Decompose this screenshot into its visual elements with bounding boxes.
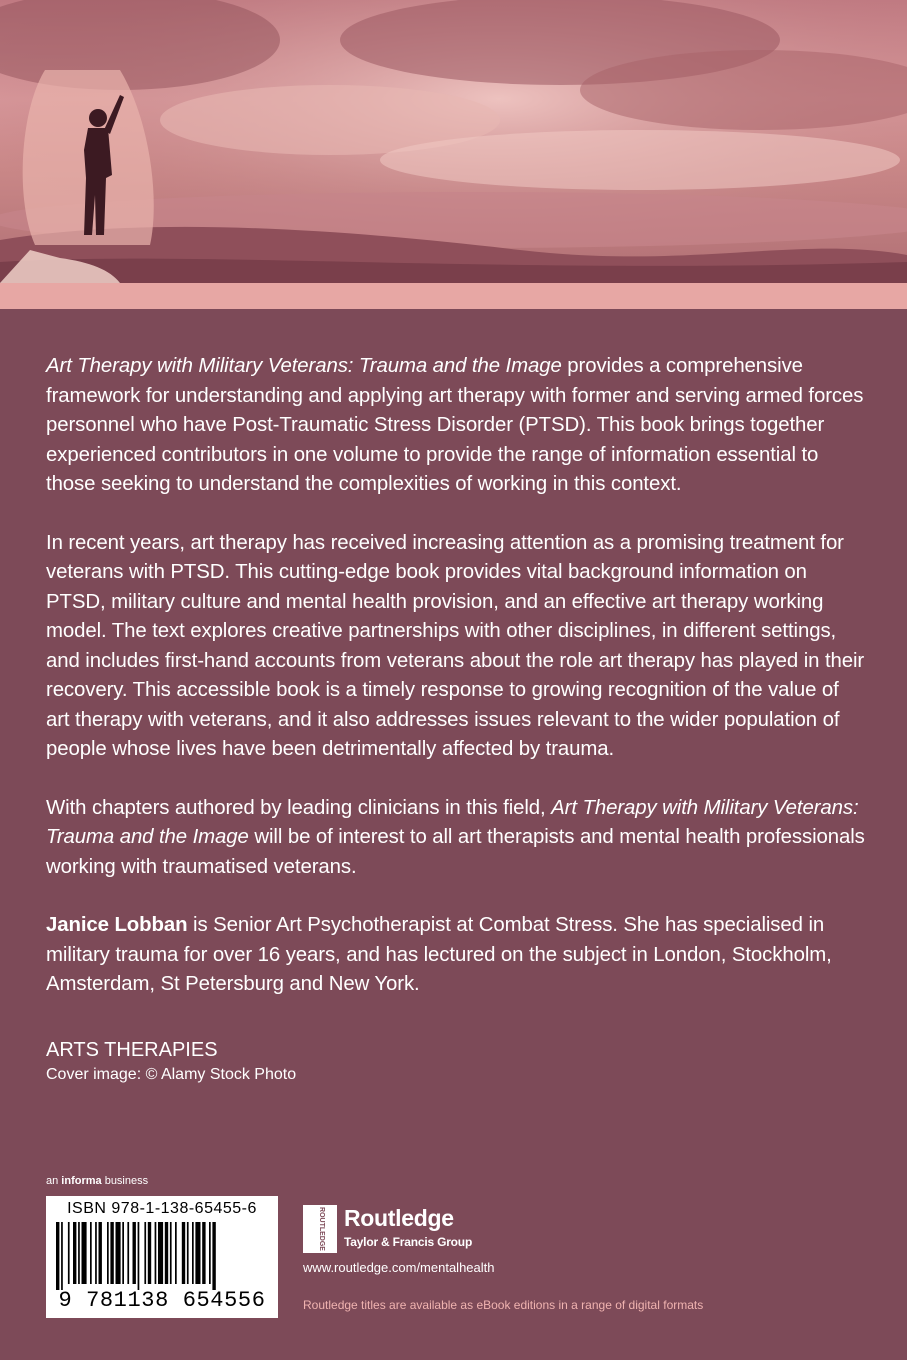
informa-suffix: business bbox=[101, 1175, 149, 1187]
barcode-bar bbox=[158, 1222, 163, 1284]
barcode-bar bbox=[209, 1222, 211, 1284]
barcode-bar bbox=[195, 1222, 200, 1284]
barcode-bar bbox=[82, 1222, 87, 1284]
series-name: ARTS THERAPIES bbox=[46, 1039, 218, 1061]
barcode-bar bbox=[212, 1222, 215, 1290]
description-paragraph-3 bbox=[46, 794, 866, 883]
painting-illustration bbox=[0, 0, 907, 283]
description-text: will be of interest to all art therapists and mental health professionals working with traumatised veterans. bbox=[46, 826, 865, 878]
barcode-bar bbox=[116, 1222, 121, 1284]
barcode-bar bbox=[155, 1222, 157, 1284]
book-title-italic: Art Therapy with Military Veterans: Trauma and the Image bbox=[46, 355, 562, 377]
isbn-barcode bbox=[46, 1196, 278, 1318]
publisher-group: Taylor & Francis Group bbox=[344, 1235, 473, 1249]
author-bio bbox=[46, 911, 866, 1000]
barcode-bar bbox=[56, 1222, 59, 1290]
barcode-digits: 9 781138 654556 bbox=[58, 1288, 266, 1313]
routledge-logo-text: ROUTLEDGE bbox=[318, 1207, 325, 1251]
description-text: With chapters authored by leading clinicians in this field, bbox=[46, 796, 552, 819]
barcode-bar bbox=[95, 1222, 97, 1284]
barcode-bar bbox=[187, 1222, 189, 1284]
barcode-bars-icon bbox=[56, 1222, 268, 1290]
barcode-bar bbox=[90, 1222, 92, 1284]
back-cover-blurb bbox=[46, 352, 866, 1029]
publisher-name: Routledge bbox=[344, 1205, 454, 1231]
barcode-bar bbox=[182, 1222, 185, 1284]
ebook-availability-note: Routledge titles are available as eBook editions in a range of digital formats bbox=[303, 1298, 704, 1312]
author-name: Janice Lobban bbox=[46, 914, 188, 936]
description-text: provides a comprehensive framework for understanding and applying art therapy with former and serving armed forces personnel who have Post-Traumatic Stress Disorder (PTSD). This book brings together experienced contributors in one volume to provide the range of information essential to those seeking to understand the complexities of working in this context. bbox=[46, 355, 864, 495]
cover-image-credit: Cover image: © Alamy Stock Photo bbox=[46, 1066, 297, 1083]
barcode-bar bbox=[122, 1222, 124, 1284]
barcode-bar bbox=[148, 1222, 151, 1284]
barcode-bar bbox=[192, 1222, 194, 1284]
description-paragraph-1 bbox=[46, 352, 866, 500]
barcode-bar bbox=[144, 1222, 146, 1284]
barcode-bar bbox=[110, 1222, 113, 1284]
barcode-bar bbox=[165, 1222, 168, 1284]
barcode-bar bbox=[133, 1222, 136, 1284]
barcode-bar bbox=[175, 1222, 177, 1284]
accent-band bbox=[0, 283, 907, 309]
barcode-bar bbox=[202, 1222, 205, 1284]
barcode-bar bbox=[78, 1222, 80, 1284]
cover-painting bbox=[0, 0, 907, 283]
routledge-logo-icon bbox=[303, 1205, 337, 1253]
barcode-bar bbox=[127, 1222, 129, 1284]
barcode-bar bbox=[170, 1222, 172, 1284]
isbn-label: ISBN 978-1-138-65455-6 bbox=[67, 1200, 257, 1217]
book-title-italic: Art Therapy with Military Veterans: Trauma and the Image bbox=[46, 796, 859, 848]
barcode-bar bbox=[73, 1222, 76, 1284]
barcode-bar bbox=[68, 1222, 70, 1284]
publisher-url-link[interactable]: www.routledge.com/mentalhealth bbox=[303, 1260, 495, 1275]
barcode-bar bbox=[99, 1222, 102, 1284]
author-bio-text: is Senior Art Psychotherapist at Combat Stress. She has specialised in military trauma for over 16 years, and has lectured on the subject in London, Stockholm, Amsterdam, St Petersburg and New York. bbox=[46, 914, 832, 995]
barcode-bar bbox=[138, 1222, 140, 1290]
description-paragraph-2: In recent years, art therapy has received increasing attention as a promising treatment for veterans with PTSD. This cutting-edge book provides vital background information on PTSD, military culture and mental health provision, and an effective art therapy working model. The text explores creative partnerships with other disciplines, in different settings, and includes first-hand accounts from veterans about the role art therapy has played in their recovery. This accessible book is a timely response to growing recognition of the value of art therapy with veterans, and it also addresses issues relevant to the wider population of people whose lives have been detrimentally affected by trauma. bbox=[46, 531, 865, 760]
informa-prefix: an bbox=[46, 1175, 62, 1187]
informa-business-line bbox=[46, 1175, 148, 1187]
informa-logo-text: informa bbox=[61, 1175, 102, 1187]
barcode-bar bbox=[61, 1222, 63, 1290]
barcode-bar bbox=[107, 1222, 109, 1284]
